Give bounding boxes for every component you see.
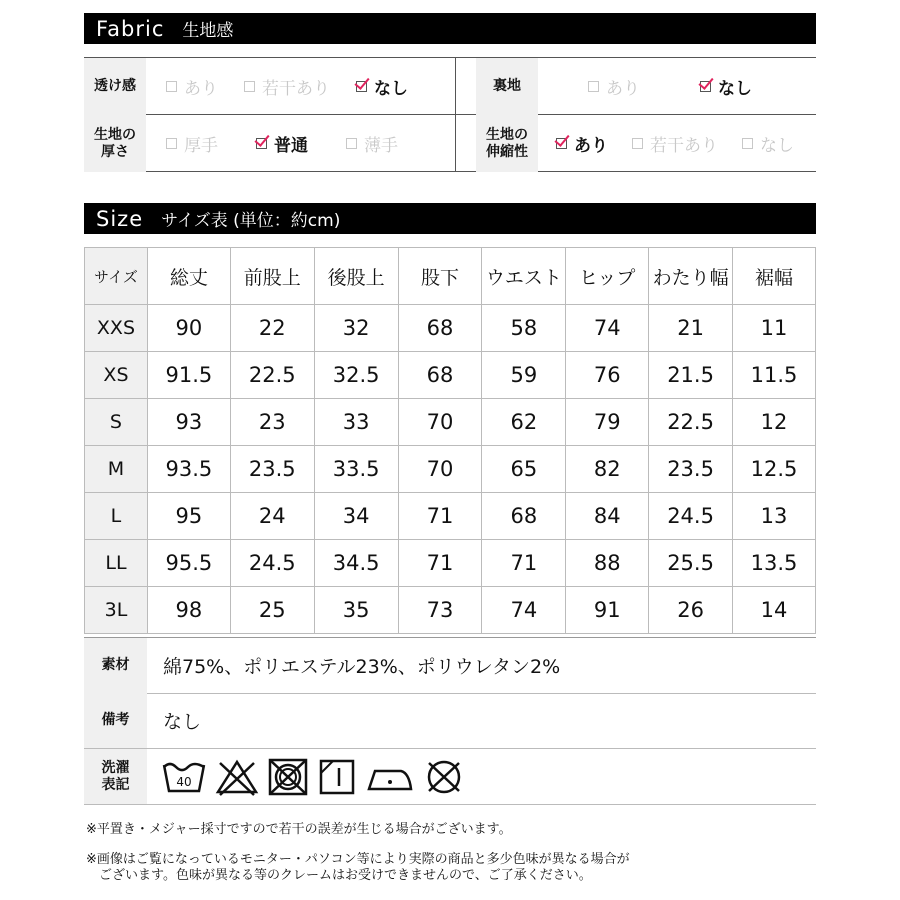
- remarks-row: [84, 693, 816, 749]
- care-row: [84, 749, 816, 805]
- table-cell: 32: [314, 305, 398, 352]
- size-label-cell: M: [85, 446, 148, 493]
- table-row: [85, 305, 816, 352]
- no-bleach-icon: [215, 757, 259, 797]
- table-cell: 34: [314, 493, 398, 540]
- table-cell: 26: [649, 587, 733, 634]
- table-cell: 35: [314, 587, 398, 634]
- option-label: 薄手: [364, 136, 398, 156]
- no-tumble-dry-icon: [267, 757, 309, 797]
- label-text: 伸縮性: [486, 143, 528, 160]
- option-transparency-yes[interactable]: [166, 74, 218, 99]
- fabric-title-en: Fabric: [96, 16, 165, 41]
- table-row: [85, 446, 816, 493]
- column-header: 股下: [398, 248, 482, 305]
- note-measurement: ※平置き・メジャー採寸ですので若干の誤差が生じる場合がございます。: [86, 822, 512, 837]
- checkbox-icon: [632, 138, 643, 149]
- table-cell: 59: [482, 352, 566, 399]
- column-header: ヒップ: [566, 248, 649, 305]
- size-title-en: Size: [96, 206, 144, 231]
- table-cell: 91.5: [147, 352, 230, 399]
- table-cell: 11: [733, 305, 816, 352]
- table-cell: 33: [314, 399, 398, 446]
- table-cell: 25: [230, 587, 314, 634]
- table-cell: 13.5: [733, 540, 816, 587]
- option-lining-none[interactable]: [700, 74, 752, 99]
- fabric-label-stretch: [476, 115, 538, 172]
- size-label-cell: XS: [85, 352, 148, 399]
- option-label: あり: [574, 136, 608, 156]
- option-label: 若干あり: [650, 136, 718, 156]
- fabric-row: [84, 58, 816, 115]
- option-label: あり: [606, 79, 640, 99]
- table-cell: 34.5: [314, 540, 398, 587]
- label-text: 洗濯: [101, 759, 130, 776]
- column-header: サイズ: [85, 248, 148, 305]
- table-cell: 62: [482, 399, 566, 446]
- lining-options: [538, 58, 752, 115]
- size-title-jp: サイズ表 (単位：約cm): [161, 211, 341, 231]
- table-cell: 21.5: [649, 352, 733, 399]
- table-cell: 13: [733, 493, 816, 540]
- checkbox-checked-icon: [256, 138, 267, 149]
- column-header: ウエスト: [482, 248, 566, 305]
- thickness-options: [146, 115, 474, 172]
- table-cell: 68: [482, 493, 566, 540]
- table-cell: 76: [566, 352, 649, 399]
- remarks-label: 備考: [84, 693, 147, 748]
- label-text: 表記: [101, 776, 130, 793]
- table-cell: 74: [566, 305, 649, 352]
- size-label-cell: LL: [85, 540, 148, 587]
- size-label-cell: S: [85, 399, 148, 446]
- note-color-1: ※画像はご覧になっているモニター・パソコン等により実際の商品と多少色味が異なる場合が: [86, 852, 630, 867]
- table-cell: 91: [566, 587, 649, 634]
- transparency-options: [146, 58, 474, 115]
- checkbox-checked-icon: [356, 81, 367, 92]
- option-lining-yes[interactable]: [588, 74, 640, 99]
- size-label-cell: XXS: [85, 305, 148, 352]
- size-table: [84, 247, 816, 634]
- table-cell: 32.5: [314, 352, 398, 399]
- checkbox-icon: [742, 138, 753, 149]
- option-label: なし: [760, 136, 794, 156]
- label-text: 厚さ: [101, 143, 129, 160]
- table-cell: 70: [398, 399, 482, 446]
- table-cell: 70: [398, 446, 482, 493]
- column-header: 総丈: [147, 248, 230, 305]
- checkbox-checked-icon: [700, 81, 711, 92]
- checkbox-icon: [588, 81, 599, 92]
- table-cell: 74: [482, 587, 566, 634]
- note-color-2: ございます。色味が異なる等のクレームはお受けできませんので、ご了承ください。: [86, 868, 592, 883]
- checkbox-icon: [166, 81, 177, 92]
- table-cell: 84: [566, 493, 649, 540]
- column-header: 裾幅: [733, 248, 816, 305]
- table-cell: 58: [482, 305, 566, 352]
- table-cell: 23.5: [649, 446, 733, 493]
- material-label: 素材: [84, 638, 147, 693]
- table-cell: 65: [482, 446, 566, 493]
- option-stretch-none[interactable]: [742, 131, 794, 156]
- remarks-value: なし: [163, 711, 202, 733]
- table-cell: 22: [230, 305, 314, 352]
- label-text: 生地の: [94, 126, 136, 143]
- care-label: [84, 749, 147, 804]
- table-cell: 24: [230, 493, 314, 540]
- table-row: [85, 399, 816, 446]
- fabric-label-transparency: [84, 58, 146, 115]
- table-cell: 93: [147, 399, 230, 446]
- fabric-label-lining: [476, 58, 538, 115]
- table-cell: 14: [733, 587, 816, 634]
- table-header-row: [85, 248, 816, 305]
- column-header: 前股上: [230, 248, 314, 305]
- table-cell: 12.5: [733, 446, 816, 493]
- table-cell: 23.5: [230, 446, 314, 493]
- table-cell: 24.5: [649, 493, 733, 540]
- option-stretch-slight[interactable]: [632, 131, 718, 156]
- table-cell: 98: [147, 587, 230, 634]
- size-label-cell: 3L: [85, 587, 148, 634]
- stretch-options: [538, 115, 794, 172]
- care-symbols: [147, 749, 465, 804]
- checkbox-icon: [346, 138, 357, 149]
- table-cell: 71: [398, 493, 482, 540]
- option-stretch-yes[interactable]: [556, 131, 608, 156]
- option-label: 若干あり: [262, 79, 330, 99]
- table-cell: 12: [733, 399, 816, 446]
- drip-dry-shade-icon: [317, 757, 357, 797]
- table-cell: 73: [398, 587, 482, 634]
- option-label: 厚手: [184, 136, 218, 156]
- table-cell: 95.5: [147, 540, 230, 587]
- table-cell: 95: [147, 493, 230, 540]
- table-row: [85, 493, 816, 540]
- option-thickness-normal[interactable]: [256, 131, 308, 156]
- checkbox-checked-icon: [556, 138, 567, 149]
- material-row: [84, 637, 816, 694]
- column-header: わたり幅: [649, 248, 733, 305]
- table-cell: 33.5: [314, 446, 398, 493]
- table-row: [85, 540, 816, 587]
- table-cell: 22.5: [649, 399, 733, 446]
- table-cell: 68: [398, 352, 482, 399]
- option-thickness-thin[interactable]: [346, 131, 398, 156]
- table-cell: 71: [398, 540, 482, 587]
- checkbox-icon: [244, 81, 255, 92]
- no-dry-clean-icon: [423, 757, 465, 797]
- fabric-label-thickness: [84, 115, 146, 172]
- material-value: 綿75%、ポリエステル23%、ポリウレタン2%: [163, 656, 561, 678]
- option-transparency-slight[interactable]: [244, 74, 330, 99]
- table-row: [85, 587, 816, 634]
- option-label: あり: [184, 79, 218, 99]
- table-cell: 82: [566, 446, 649, 493]
- table-cell: 68: [398, 305, 482, 352]
- iron-low-icon: [365, 757, 415, 797]
- wash-40-icon: [161, 757, 207, 797]
- column-header: 後股上: [314, 248, 398, 305]
- table-cell: 79: [566, 399, 649, 446]
- label-text: 裏地: [493, 78, 521, 94]
- table-cell: 11.5: [733, 352, 816, 399]
- table-cell: 21: [649, 305, 733, 352]
- fabric-title-jp: 生地感: [182, 21, 234, 41]
- table-row: [85, 352, 816, 399]
- option-transparency-none[interactable]: [356, 74, 408, 99]
- option-label: なし: [718, 79, 752, 99]
- option-label: なし: [374, 79, 408, 99]
- checkbox-icon: [166, 138, 177, 149]
- table-cell: 71: [482, 540, 566, 587]
- table-cell: 90: [147, 305, 230, 352]
- table-cell: 22.5: [230, 352, 314, 399]
- table-cell: 93.5: [147, 446, 230, 493]
- table-cell: 88: [566, 540, 649, 587]
- option-label: 普通: [274, 136, 308, 156]
- label-text: 生地の: [486, 126, 528, 143]
- table-cell: 24.5: [230, 540, 314, 587]
- table-cell: 25.5: [649, 540, 733, 587]
- option-thickness-thick[interactable]: [166, 131, 218, 156]
- label-text: 透け感: [94, 78, 136, 94]
- size-label-cell: L: [85, 493, 148, 540]
- fabric-row: [84, 115, 816, 172]
- size-header: [84, 203, 816, 234]
- table-cell: 23: [230, 399, 314, 446]
- wash-temp-text: 40: [176, 774, 192, 789]
- fabric-header: [84, 13, 816, 44]
